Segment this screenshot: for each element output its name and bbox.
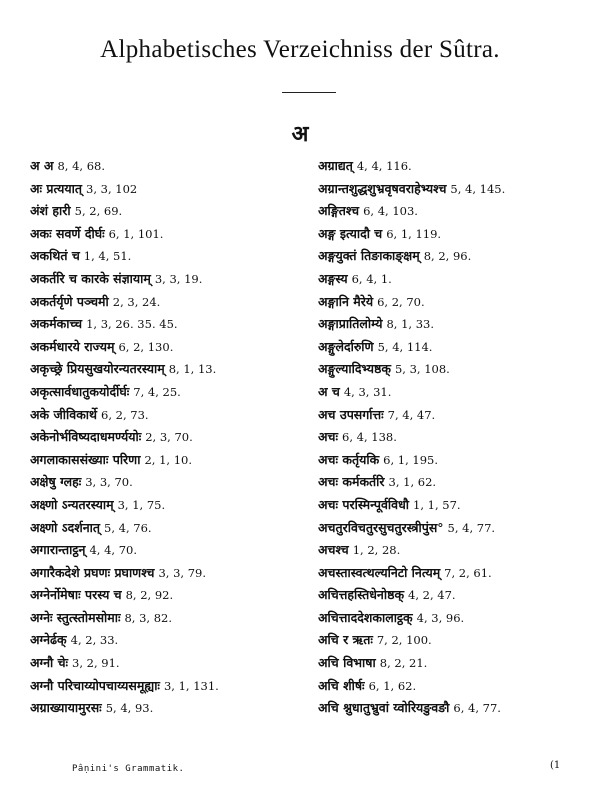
sutra-entry: [318, 494, 588, 517]
sutra-entry: [30, 291, 300, 314]
sutra-entry: [318, 471, 588, 494]
sutra-entry: [30, 697, 300, 720]
sutra-text: अचि श्नुधातुभ्रुवां य्वोरियङुवङौ: [318, 700, 450, 716]
sutra-text: अकथितं च: [30, 248, 80, 264]
sutra-reference: 6, 1, 195.: [383, 452, 439, 467]
sutra-reference: 2, 3, 70.: [145, 430, 193, 445]
sutra-reference: 3, 2, 91.: [72, 656, 120, 671]
sutra-text: अचि शीर्षः: [318, 677, 365, 693]
sutra-text: अग्नौ परिचाय्योपचाय्यसमूह्याः: [30, 677, 160, 693]
sutra-reference: 5, 2, 69.: [74, 204, 123, 219]
sutra-text: अकर्मधारये राज्यम्: [30, 338, 115, 354]
sutra-reference: 1, 1, 57.: [413, 497, 461, 512]
sutra-reference: 5, 4, 114.: [377, 339, 433, 354]
sutra-text: अचित्तहस्तिधेनोष्ठक्: [318, 587, 405, 603]
sutra-text: अचि विभाषा: [318, 655, 376, 671]
sutra-text: अगारान्ताट्ठन्: [30, 542, 86, 558]
sutra-reference: 3, 3, 79.: [158, 565, 206, 580]
sutra-reference: 8, 2, 21.: [379, 656, 428, 671]
sutra-text: अकर्तरि च कारके संज्ञायाम्: [30, 270, 151, 286]
sutra-text: अग्नौ चेः: [30, 655, 69, 671]
sutra-entry: [318, 562, 588, 585]
sutra-entry: [318, 313, 588, 336]
sutra-text: अचः परस्मिन्पूर्वविधौ: [318, 496, 410, 512]
sutra-entry: [30, 607, 300, 630]
sutra-entry: [30, 404, 300, 427]
sutra-entry: [30, 223, 300, 246]
sutra-text: अचः कर्तृयकि: [318, 451, 380, 467]
sutra-reference: 4, 4, 116.: [356, 159, 412, 173]
sutra-text: अकर्तर्यृणे पञ्चमी: [30, 293, 109, 309]
sutra-text: अचि र ऋतः: [318, 632, 373, 648]
sutra-entry: [318, 675, 588, 698]
page-title: Alphabetisches Verzeichniss der Sûtra.: [100, 36, 500, 63]
sutra-reference: 1, 2, 28.: [352, 543, 401, 558]
sutra-text: अङ्गानि मैरेये: [318, 293, 374, 309]
sutra-text: अङ्गुलेर्दारुणि: [318, 338, 374, 354]
sutra-reference: 6, 4, 1.: [351, 271, 392, 286]
right-column: [318, 155, 588, 720]
sutra-entry: [318, 629, 588, 652]
sutra-entry: [30, 494, 300, 517]
sutra-entry: [30, 539, 300, 562]
sutra-text: अः प्रत्ययात्: [30, 180, 83, 196]
sutra-reference: 7, 4, 25.: [133, 384, 181, 399]
sutra-reference: 5, 4, 145.: [450, 181, 506, 196]
sutra-reference: 3, 3, 70.: [85, 475, 133, 490]
sutra-entry: [318, 449, 588, 472]
sutra-reference: 7, 2, 61.: [444, 565, 492, 580]
sutra-text: अगलाकाससंख्याः परिणा: [30, 451, 141, 467]
sutra-entry: [30, 381, 300, 404]
sutra-reference: 3, 3, 102: [86, 181, 138, 196]
sutra-text: अ च: [318, 383, 340, 399]
sutra-entry: [318, 223, 588, 246]
sutra-text: अग्नेर्ढक्: [30, 632, 67, 648]
sutra-entry: [30, 675, 300, 698]
sutra-reference: 3, 1, 131.: [163, 678, 219, 693]
sutra-entry: [318, 517, 588, 540]
sutra-text: अचित्ताददेशकालाट्ठक्: [318, 609, 413, 625]
sutra-entry: [30, 652, 300, 675]
sutra-text: अगारैकदेशे प्रघणः प्रघाणश्च: [30, 564, 155, 580]
sutra-reference: 6, 1, 119.: [386, 226, 442, 241]
sutra-entry: [30, 268, 300, 291]
sutra-reference: 6, 2, 70.: [377, 294, 425, 309]
sutra-text: अक्ष्णो ऽन्यतरस्याम्: [30, 496, 114, 512]
sutra-text: अकृत्सार्वधातुकयोर्दीर्घः: [30, 383, 130, 399]
sutra-reference: 6, 1, 62.: [368, 678, 417, 693]
sutra-text: अग्राद्यत्: [318, 158, 353, 173]
sutra-reference: 8, 1, 33.: [386, 317, 434, 332]
sutra-text: अचः: [318, 429, 339, 445]
sutra-text: अङ्गितश्च: [318, 203, 360, 219]
sutra-reference: 2, 1, 10.: [144, 452, 192, 467]
sutra-text: अग्रान्तशुद्धशुभ्रवृषवराहेभ्यश्च: [318, 180, 447, 196]
sutra-reference: 5, 3, 108.: [394, 362, 450, 377]
sutra-entry: [30, 449, 300, 472]
sutra-entry: [318, 539, 588, 562]
sutra-text: अक्ष्णो ऽदर्शनात्: [30, 519, 101, 535]
sutra-entry: [318, 697, 588, 720]
sutra-reference: 5, 4, 76.: [104, 520, 152, 535]
sutra-text: अङ्ग इत्यादौ च: [318, 225, 383, 241]
sutra-text: अङ्गस्य: [318, 270, 348, 286]
sutra-reference: 6, 1, 101.: [108, 226, 164, 241]
sutra-reference: 7, 4, 47.: [387, 407, 436, 422]
sutra-text: अग्नेः स्तुत्स्तोमसोमाः: [30, 609, 121, 625]
sutra-text: अकेनोर्भविष्यदाधमर्ण्ययोः: [30, 429, 142, 445]
sutra-reference: 6, 4, 103.: [363, 204, 418, 219]
sutra-reference: 4, 3, 31.: [343, 384, 392, 399]
sutra-entry: [318, 381, 588, 404]
sutra-entry: [318, 178, 588, 201]
sutra-text: अकर्मकाच्च: [30, 316, 83, 332]
sutra-entry: [30, 336, 300, 359]
sutra-entry: [30, 584, 300, 607]
sutra-entry: [30, 517, 300, 540]
sutra-text: अ अ: [30, 158, 54, 173]
sutra-entry: [30, 245, 300, 268]
sutra-entry: [30, 155, 300, 178]
sutra-entry: [30, 358, 300, 381]
sutra-reference: 1, 3, 26. 35. 45.: [86, 317, 178, 332]
sutra-text: अचश्च: [318, 542, 349, 558]
sutra-entry: [318, 291, 588, 314]
left-column: [30, 155, 300, 720]
sutra-text: अचतुरविचतुरसुचतुरस्त्रीपुंस°: [318, 519, 444, 535]
sutra-reference: 6, 2, 130.: [118, 339, 174, 354]
sutra-entry: [30, 178, 300, 201]
title-rule: [282, 92, 336, 93]
sutra-reference: 8, 2, 96.: [423, 249, 472, 264]
sutra-entry: [318, 607, 588, 630]
sutra-text: अङ्गयुक्तं तिङाकाङ्क्षम्: [318, 248, 420, 264]
sutra-entry: [30, 426, 300, 449]
sutra-reference: 4, 2, 33.: [70, 633, 119, 648]
sutra-text: अचः कर्मकर्तरि: [318, 474, 385, 490]
sutra-reference: 5, 4, 77.: [447, 520, 496, 535]
sutra-reference: 4, 3, 96.: [416, 610, 465, 625]
sutra-reference: 8, 3, 82.: [124, 610, 173, 625]
sutra-reference: 7, 2, 100.: [376, 633, 432, 648]
sutra-reference: 1, 4, 51.: [83, 249, 132, 264]
sutra-entry: [318, 268, 588, 291]
sutra-entry: [318, 245, 588, 268]
footer-book-title: Pâṇini's Grammatik.: [72, 764, 185, 774]
sutra-reference: 6, 4, 138.: [342, 430, 397, 445]
sutra-reference: 3, 3, 19.: [154, 271, 203, 286]
sutra-entry: [318, 404, 588, 427]
sutra-reference: 6, 2, 73.: [101, 407, 149, 422]
sutra-entry: [318, 652, 588, 675]
sutra-entry: [318, 336, 588, 359]
sutra-reference: 8, 2, 92.: [125, 588, 174, 603]
sutra-text: अके जीविकार्थे: [30, 406, 98, 422]
sutra-entry: [30, 471, 300, 494]
sutra-reference: 8, 4, 68.: [57, 159, 105, 173]
sutra-reference: 6, 4, 77.: [453, 701, 501, 716]
sutra-reference: 8, 1, 13.: [168, 362, 217, 377]
sutra-text: अच उपसर्गात्तः: [318, 406, 384, 422]
sutra-entry: [30, 629, 300, 652]
sutra-entry: [318, 584, 588, 607]
sutra-entry: [318, 426, 588, 449]
sutra-text: अंशं हारी: [30, 203, 71, 219]
sutra-text: अग्नेर्नोमेषाः परस्य च: [30, 587, 122, 603]
sutra-reference: 4, 4, 70.: [89, 543, 137, 558]
sutra-text: अचस्तास्वत्थल्यनिटो नित्यम्: [318, 564, 441, 580]
sutra-reference: 2, 3, 24.: [112, 294, 161, 309]
sutra-reference: 3, 1, 75.: [117, 497, 166, 512]
sutra-text: अकृच्छ्रे प्रियसुखयोरन्यतरस्याम्: [30, 361, 165, 377]
sutra-entry: [318, 200, 588, 223]
sutra-text: अङ्गुल्यादिभ्यष्ठक्: [318, 361, 391, 377]
sutra-entry: [318, 358, 588, 381]
sutra-text: अग्राख्यायामुरसः: [30, 700, 102, 716]
sutra-text: अक्षेषु ग्लहः: [30, 474, 82, 490]
sutra-reference: 4, 2, 47.: [408, 588, 456, 603]
sutra-entry: [30, 313, 300, 336]
sutra-entry: [30, 562, 300, 585]
footer-signature-mark: (1: [550, 760, 561, 771]
sutra-reference: 3, 1, 62.: [388, 475, 437, 490]
sutra-text: अकः सवर्णे दीर्घः: [30, 225, 105, 241]
sutra-reference: 5, 4, 93.: [105, 701, 154, 716]
section-letter: अ: [291, 121, 309, 147]
sutra-entry: [30, 200, 300, 223]
sutra-text: अङ्गाप्रातिलोम्ये: [318, 316, 383, 332]
sutra-entry: [318, 155, 588, 178]
